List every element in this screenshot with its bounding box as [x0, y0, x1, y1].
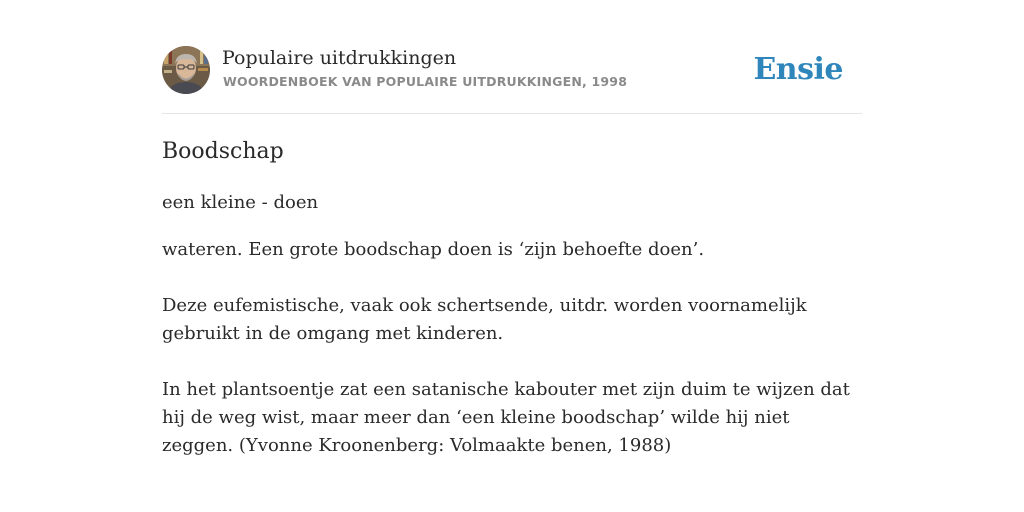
entry-paragraph: In het plantsoentje zat een satanische kabouter met zijn duim te wijzen dat hij de weg wist, maar meer dan ‘een kleine boodschap’ wilde hij niet zeggen. (Yvonne Kroonenberg: Volmaakte benen, 1988) [162, 379, 850, 456]
author-portrait-icon[interactable] [162, 46, 210, 94]
source-title[interactable]: Populaire uitdrukkingen [222, 47, 457, 69]
source-header [162, 46, 862, 96]
entry-content [162, 136, 862, 460]
header-divider [162, 113, 862, 114]
ensie-logo[interactable]: Ensie [753, 52, 843, 87]
avatar-image [162, 46, 210, 94]
entry-paragraph: wateren. Een grote boodschap doen is ‘zijn behoefte doen’. [162, 239, 705, 260]
entry-subtitle: een kleine - doen [162, 192, 319, 213]
source-subtitle: WOORDENBOEK VAN POPULAIRE UITDRUKKINGEN, 1998 [223, 74, 628, 89]
entry-title: Boodschap [162, 139, 284, 164]
entry-paragraph: Deze eufemistische, vaak ook schertsende, uitdr. worden voornamelijk gebruikt in de omgang met kinderen. [162, 295, 807, 344]
